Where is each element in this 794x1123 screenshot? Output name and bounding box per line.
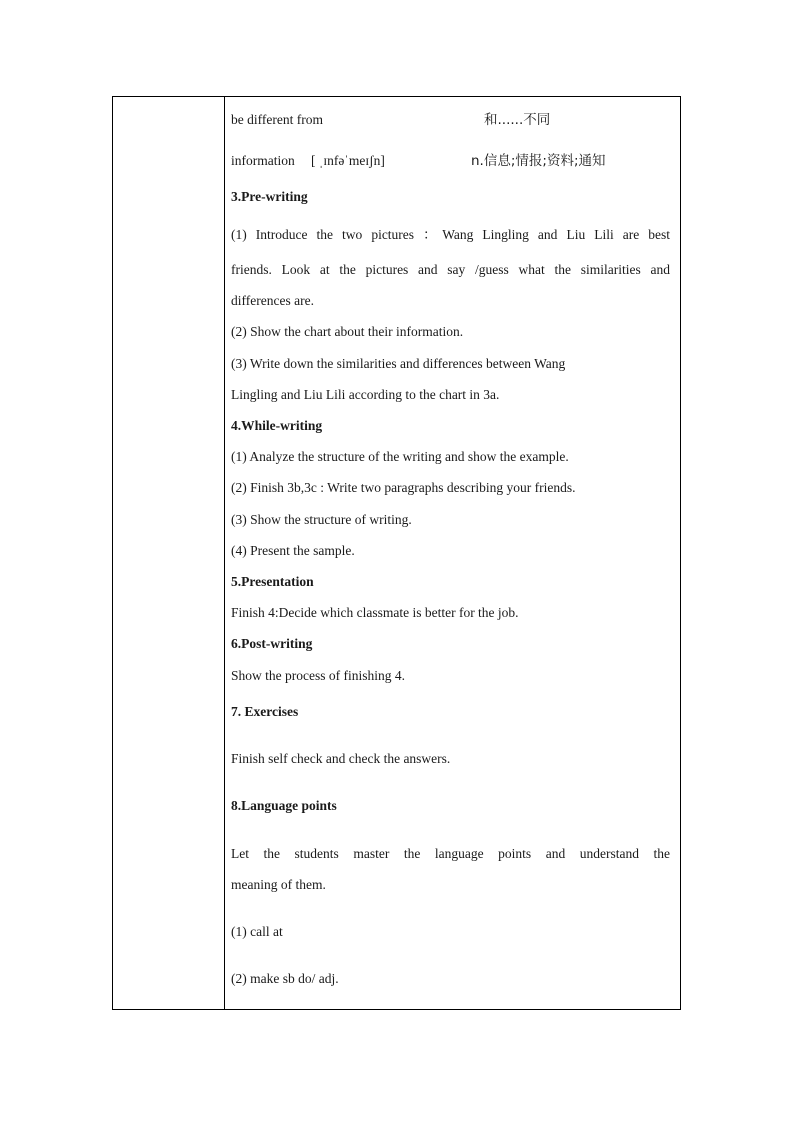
text-line: friends. Look at the pictures and say /guess what the similarities and [231,262,670,277]
text-line: (3) Write down the similarities and differences between Wang [231,356,566,371]
left-column-cell [113,97,225,1009]
text-line: Finish 4:Decide which classmate is better for the job. [231,605,519,620]
section-heading: 5.Presentation [231,574,314,589]
vocab-word: information [231,153,295,168]
section-heading: 6.Post-writing [231,636,313,651]
section-heading: 3.Pre-writing [231,189,308,204]
text-line: (4) Present the sample. [231,543,355,558]
vocab-word: be different from [231,112,323,127]
text-line: differences are. [231,293,314,308]
text-line: (2) make sb do/ adj. [231,971,339,986]
text-line: (1) Analyze the structure of the writing and show the example. [231,449,569,464]
text-line: Lingling and Liu Lili according to the chart in 3a. [231,387,500,402]
text-line: Show the process of finishing 4. [231,668,405,683]
text-line: (2) Show the chart about their information. [231,324,464,339]
vocab-phonetic: [ ˌɪnfəˈmeɪʃn] [311,153,385,168]
text-line: (3) Show the structure of writing. [231,512,412,527]
vocab-meaning: 和......不同 [484,112,551,128]
section-heading: 8.Language points [231,798,337,813]
section-heading: 4.While-writing [231,418,323,433]
text-line: (1) call at [231,924,283,939]
text-line: (2) Finish 3b,3c : Write two paragraphs describing your friends. [231,480,576,495]
right-column-cell [225,97,680,1009]
lesson-plan-table [112,96,681,1010]
text-line: Finish self check and check the answers. [231,751,451,766]
text-line: meaning of them. [231,877,326,892]
section-heading: 7. Exercises [231,704,299,719]
text-line: Let the students master the language points and understand the [231,846,670,861]
vocab-meaning: n.信息;情报;资料;通知 [471,153,606,169]
text-line: (1) Introduce the two pictures ：Wang Lingling and Liu Lili are best [231,227,670,242]
